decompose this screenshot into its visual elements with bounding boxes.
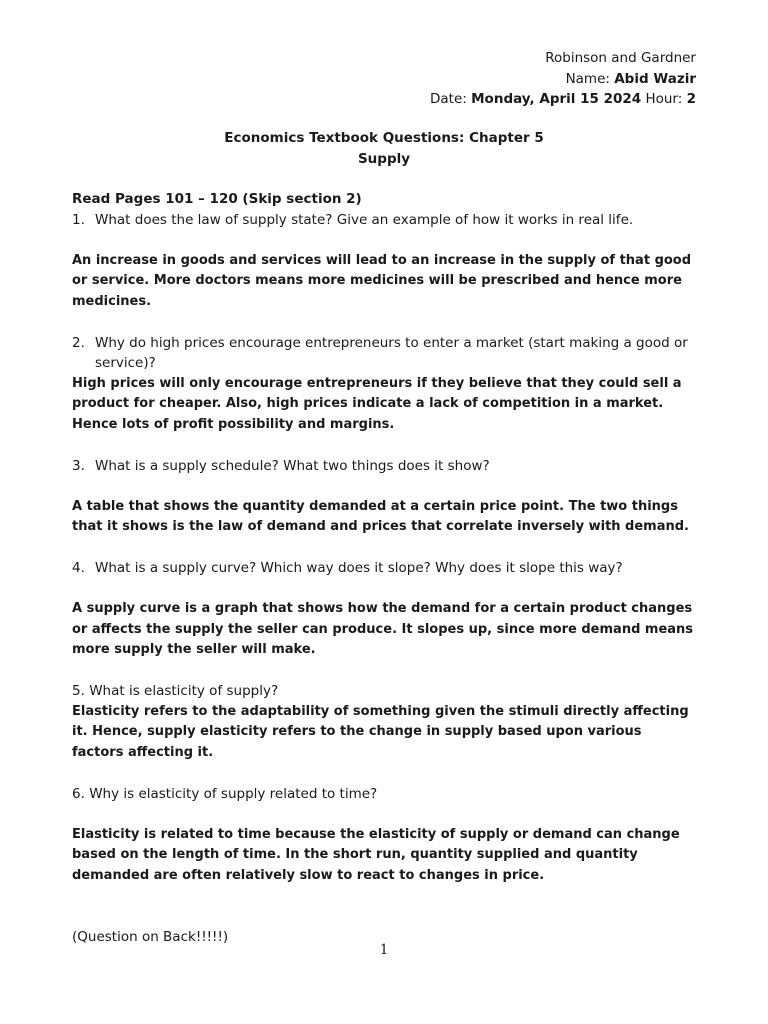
question-text: Why is elasticity of supply related to time? [89, 785, 378, 802]
question-list [72, 189, 697, 948]
question-2 [72, 333, 697, 374]
answer-6: Elasticity is related to time because the elasticity of supply or demand can change based on the length of time. In the short run, quantity supplied and quantity demanded are often relatively slow to react to changes in price. [72, 826, 680, 883]
question-number: 4. [72, 560, 85, 576]
question-number: 6. [72, 785, 85, 802]
question-6 [72, 784, 697, 805]
question-number: 3. [72, 457, 85, 474]
hour-value: 2 [686, 91, 696, 107]
question-text: What is a supply curve? Which way does it slope? Why does it slope this way? [95, 560, 623, 576]
back-note: (Question on Back!!!!!) [72, 929, 229, 945]
question-text: Why do high prices encourage entrepreneurs to enter a market (start making a good or service)? [95, 334, 688, 371]
student-name: Abid Wazir [614, 70, 696, 87]
question-3 [72, 456, 697, 477]
date-line [430, 89, 696, 110]
hour-label: Hour: [641, 91, 687, 107]
answer-3: A table that shows the quantity demanded at a certain price point. The two things that it shows is the law of demand and prices that correlate inversely with demand. [72, 498, 689, 534]
question-text: What is elasticity of supply? [89, 683, 279, 699]
page-subtitle: Supply [357, 150, 411, 167]
answer-2: High prices will only encourage entrepreneurs if they believe that they could sell a product for cheaper. Also, high prices indicate a lack of competition in a market. Hence lots of profit possibility and margins. [72, 375, 682, 432]
question-number: 2. [72, 334, 85, 351]
page-number: 1 [379, 942, 389, 958]
answer-1: An increase in goods and services will lead to an increase in the supply of that good or service. More doctors means more medicines will be prescribed and hence more medicines. [72, 252, 692, 309]
question-text: What does the law of supply state? Give an example of how it works in real life. [95, 211, 634, 228]
name-line [430, 69, 696, 90]
header-block [430, 48, 696, 110]
question-1 [72, 210, 697, 231]
question-4 [72, 558, 697, 579]
question-text: What is a supply schedule? What two things does it show? [95, 457, 490, 474]
question-5 [72, 681, 697, 702]
question-number: 5. [72, 683, 85, 699]
reading-assignment: Read Pages 101 – 120 (Skip section 2) [72, 191, 362, 207]
title-block [0, 128, 768, 169]
name-label: Name: [565, 70, 615, 87]
school-line: Robinson and Gardner [545, 50, 696, 66]
date-value: Monday, April 15 2024 [471, 91, 642, 107]
answer-4: A supply curve is a graph that shows how the demand for a certain product changes or affects the supply the seller can produce. It slopes up, since more demand means more supply the seller will make. [72, 601, 694, 657]
question-number: 1. [72, 211, 85, 228]
page-title: Economics Textbook Questions: Chapter 5 [224, 130, 544, 146]
answer-5: Elasticity refers to the adaptability of something given the stimuli directly affecting it. Hence, supply elasticity refers to the change in supply based upon various factors affecting it. [72, 703, 689, 760]
date-label: Date: [430, 91, 472, 107]
